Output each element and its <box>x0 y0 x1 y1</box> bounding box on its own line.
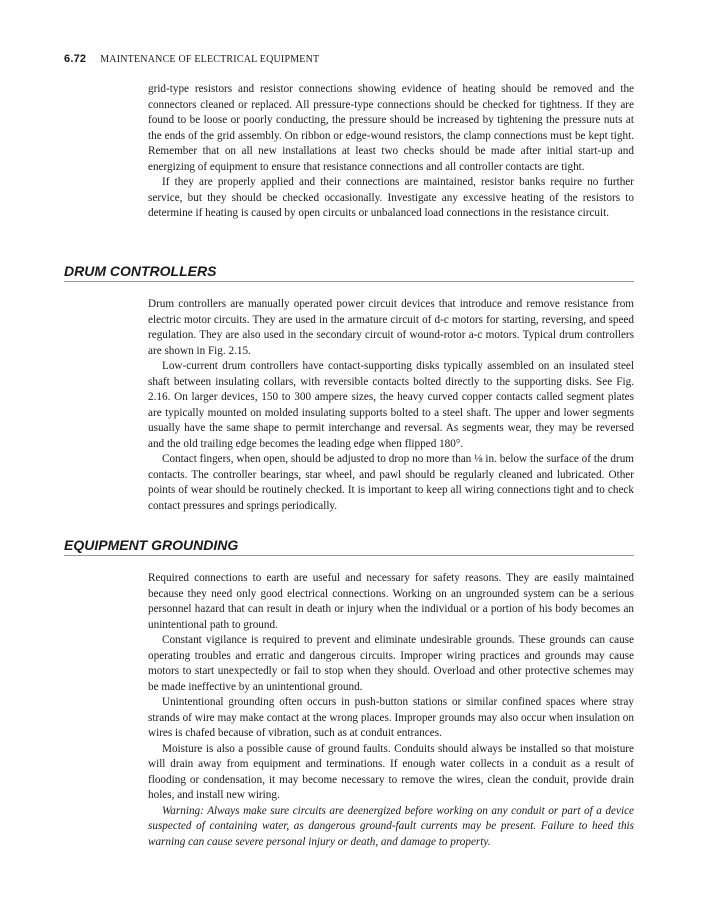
paragraph: Drum controllers are manually operated power circuit devices that introduce and remove resistance from electric motor circuits. They are used in the armature circuit of d-c motors for starting, reversing, and speed regulation. They are also used in the secondary circuit of wound-rotor a-c motors. Typical drum controllers are shown in Fig. 2.15. <box>148 298 634 357</box>
paragraph: grid-type resistors and resistor connections showing evidence of heating should be removed and the connectors cleaned or replaced. All pressure-type connections should be checked for tightness. If they are found to be loose or poorly conducting, the pressure should be increased by tightening the pressure nuts at the ends of the grid assembly. On ribbon or edge-wound resistors, the clamp connections must be kept tight. Remember that on all new installations at least two checks should be made after initial start-up and energizing of equipment to ensure that resistance connections and all controller contacts are tight. <box>148 83 634 173</box>
equipment-grounding-text-block <box>148 571 634 850</box>
section-heading-equipment-grounding: EQUIPMENT GROUNDING <box>64 536 634 556</box>
running-title: MAINTENANCE OF ELECTRICAL EQUIPMENT <box>100 54 320 65</box>
paragraph: Low-current drum controllers have contact-supporting disks typically assembled on an insulated steel shaft between insulating collars, with reversible contacts bolted directly to the supporting disks. See Fig. 2.16. On larger devices, 150 to 300 ampere sizes, the heavy curved copper contacts called segment plates are typically mounted on molded insulating supports bolted to a steel shaft. The upper and lower segments usually have the same shape to permit interchange and reversal. As segments wear, they may be reversed and the old trailing edge becomes the leading edge when flipped 180°. <box>148 360 634 450</box>
warning-paragraph: Warning: Always make sure circuits are deenergized before working on any conduit or part of a device suspected of containing water, as dangerous ground-fault currents may be present. Failure to heed this warning can cause severe personal injury or death, and damage to property. <box>148 804 634 848</box>
paragraph: Contact fingers, when open, should be adjusted to drop no more than ⅛ in. below the surface of the drum contacts. The controller bearings, star wheel, and pawl should be regularly cleaned and lubricated. Other points of wear should be routinely checked. It is important to keep all wiring connections tight and to check contact pressures and springs periodically. <box>148 453 634 512</box>
running-header <box>64 53 319 65</box>
paragraph: Constant vigilance is required to prevent and eliminate undesirable grounds. These grounds can cause operating troubles and erratic and dangerous circuits. Improper wiring practices and grounds may cause motors to start unexpectedly or fail to stop when they should. Overload and other protective schemes may be made ineffective by an unintentional ground. <box>148 634 634 693</box>
paragraph: If they are properly applied and their connections are maintained, resistor banks require no further service, but they should be checked occasionally. Investigate any excessive heating of the resistors to determine if heating is caused by open circuits or unbalanced load connections in the resistance circuit. <box>148 176 634 219</box>
paragraph: Required connections to earth are useful and necessary for safety reasons. They are easily maintained because they need only good electrical connections. Working on an ungrounded system can be a serious personnel hazard that can result in death or injury when the individual or a portion of his body becomes an unintentional path to ground. <box>148 572 634 631</box>
drum-controllers-text-block <box>148 297 634 514</box>
page-number: 6.72 <box>64 53 87 65</box>
intro-text-block <box>148 82 634 222</box>
paragraph: Unintentional grounding often occurs in push-button stations or similar confined spaces where stray strands of wire may make contact at the wrong places. Improper grounds may also occur when insulation on wires is chafed because of vibration, such as at conduit entrances. <box>148 696 634 739</box>
paragraph: Moisture is also a possible cause of ground faults. Conduits should always be installed so that moisture will drain away from equipment and terminations. If enough water collects in a conduit as a result of flooding or condensation, it may become necessary to remove the wires, clean the conduit, provide drain holes, and install new wiring. <box>148 742 634 801</box>
section-heading-drum-controllers: DRUM CONTROLLERS <box>64 262 634 282</box>
